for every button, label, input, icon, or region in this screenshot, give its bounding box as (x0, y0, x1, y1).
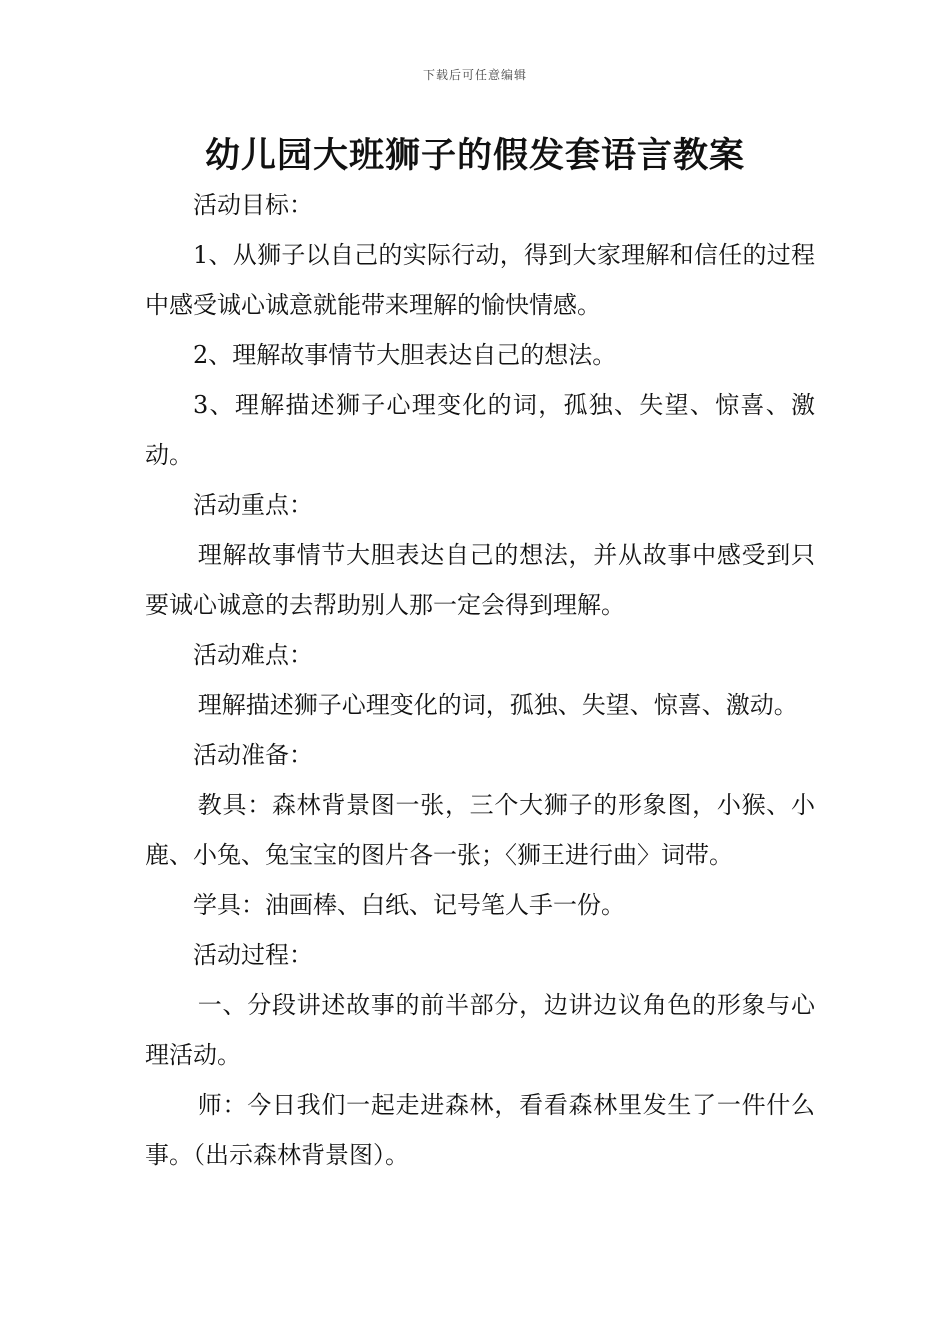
section-heading-goals: 活动目标： (193, 191, 313, 219)
goal-item-1: 1、从狮子以自己的实际行动，得到大家理解和信任的过程中感受诚心诚意就能带来理解的愉快情感。 (145, 241, 815, 319)
goal-item-3: 3、理解描述狮子心理变化的词，孤独、失望、惊喜、激动。 (145, 391, 815, 469)
document-body (145, 180, 815, 1180)
section-heading-process: 活动过程： (193, 941, 313, 969)
difficulty-paragraph: 理解描述狮子心理变化的词，孤独、失望、惊喜、激动。 (197, 691, 798, 719)
document-title: 幼儿园大班狮子的假发套语言教案 (204, 136, 745, 176)
section-heading-focus: 活动重点： (193, 491, 313, 519)
preparation-teaching-aids: 教具：森林背景图一张，三个大狮子的形象图，小猴、小鹿、小兔、兔宝宝的图片各一张；〈狮王进行曲〉词带。 (145, 791, 815, 869)
preparation-learning-aids: 学具：油画棒、白纸、记号笔人手一份。 (193, 891, 625, 919)
teacher-dialogue: 师：今日我们一起走进森林，看看森林里发生了一件什么事。（出示森林背景图）。 (145, 1091, 815, 1169)
section-heading-difficulty: 活动难点： (193, 641, 313, 669)
process-step-1: 一、分段讲述故事的前半部分，边讲边议角色的形象与心理活动。 (145, 991, 815, 1069)
goal-item-2: 2、理解故事情节大胆表达自己的想法。 (193, 341, 617, 369)
header-note: 下载后可任意编辑 (422, 68, 527, 82)
focus-paragraph: 理解故事情节大胆表达自己的想法，并从故事中感受到只要诚心诚意的去帮助别人那一定会得到理解。 (145, 541, 815, 619)
section-heading-preparation: 活动准备： (193, 741, 313, 769)
